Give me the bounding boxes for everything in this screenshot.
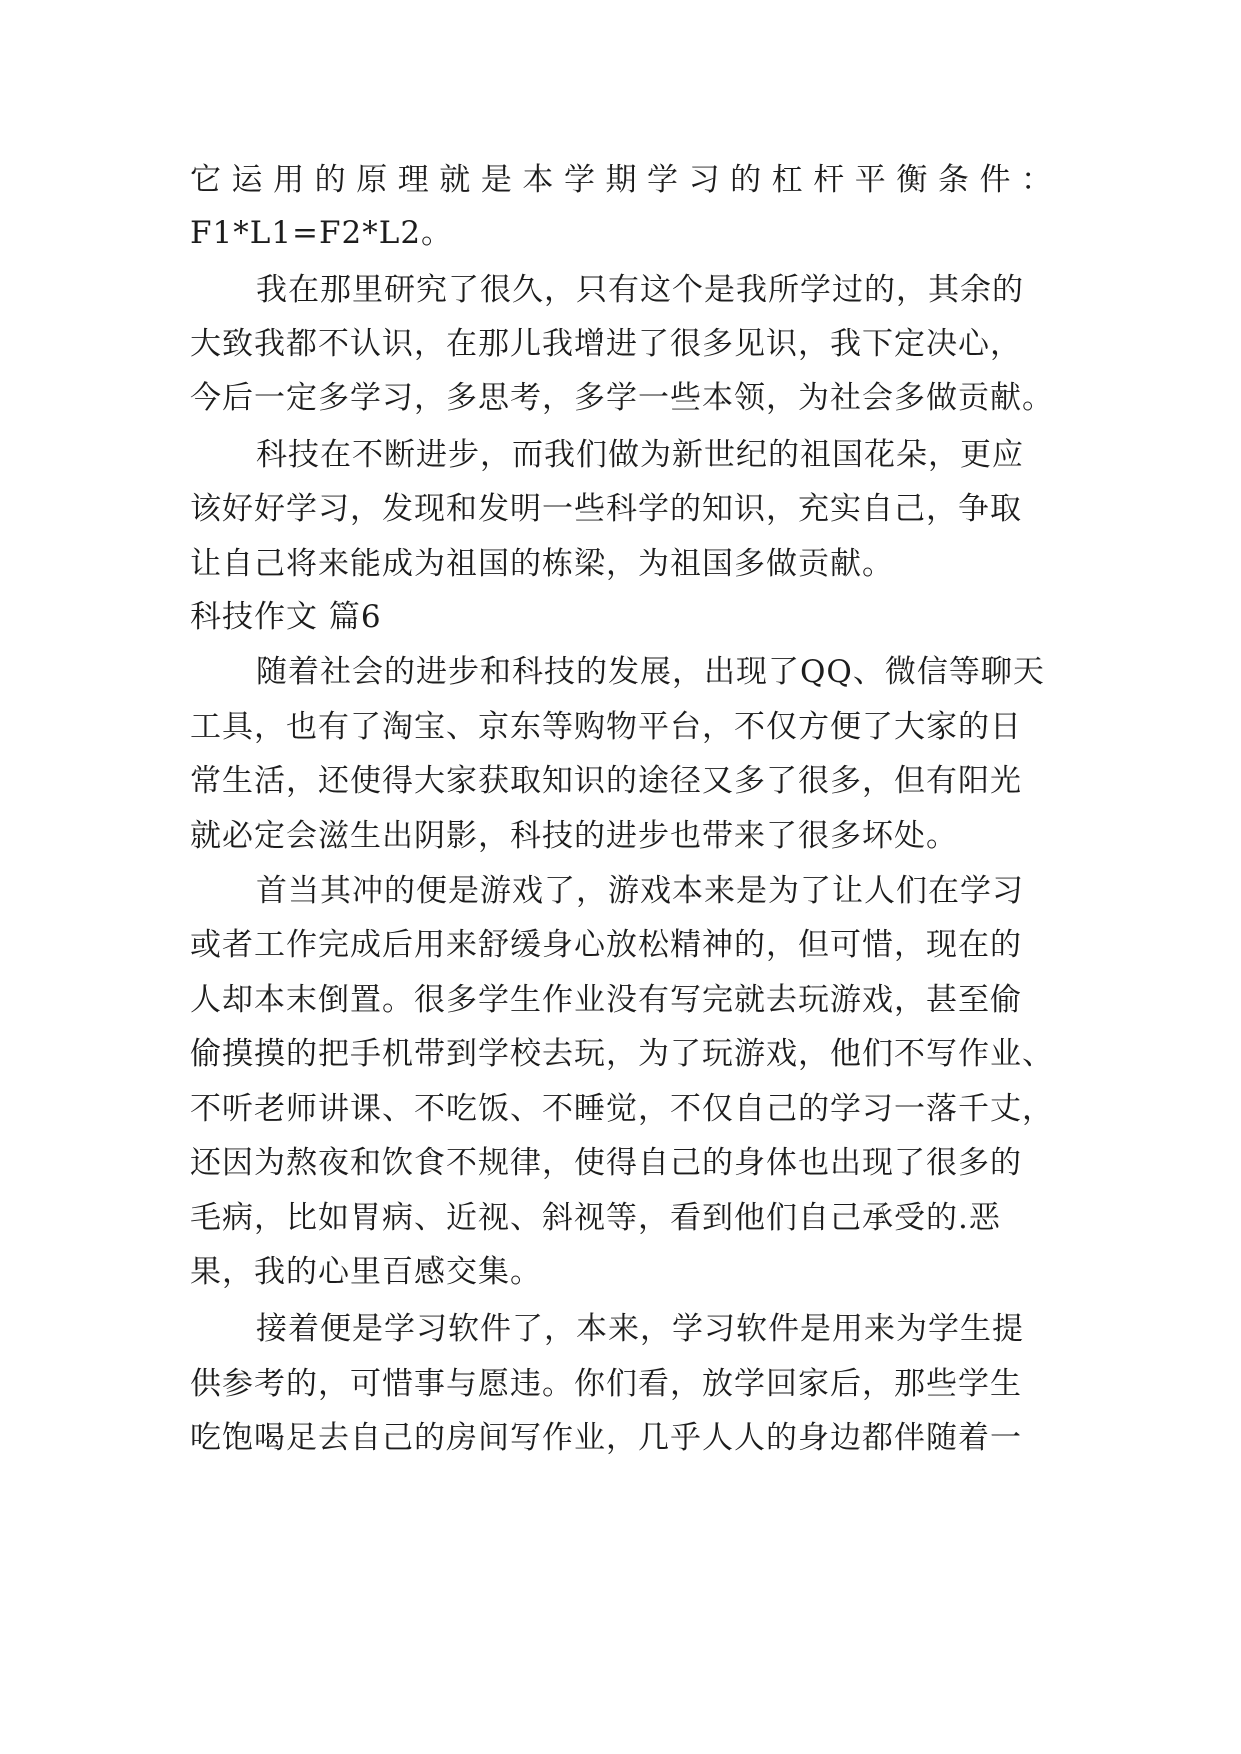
text-line: 还因为熬夜和饮食不规律，使得自己的身体也出现了很多的	[190, 1145, 1022, 1181]
paragraph-start-line: 接着便是学习软件了，本来，学习软件是用来为学生提	[256, 1311, 1024, 1347]
text-line: 偷摸摸的把手机带到学校去玩，为了玩游戏，他们不写作业、	[190, 1036, 1054, 1072]
text-line: 或者工作完成后用来舒缓身心放松精神的，但可惜，现在的	[190, 927, 1022, 963]
paragraph-start-line: 随着社会的进步和科技的发展，出现了QQ、微信等聊天	[256, 654, 1045, 690]
text-line: 常生活，还使得大家获取知识的途径又多了很多，但有阳光	[190, 763, 1022, 799]
section-heading: 科技作文 篇6	[190, 599, 382, 635]
text-line: F1*L1=F2*L2。	[190, 215, 454, 251]
text-line: 大致我都不认识，在那儿我增进了很多见识，我下定决心，	[190, 326, 1022, 362]
text-line: 让自己将来能成为祖国的栋梁，为祖国多做贡献。	[190, 546, 894, 582]
paragraph-start-line: 首当其冲的便是游戏了，游戏本来是为了让人们在学习	[256, 873, 1024, 909]
text-line: 供参考的，可惜事与愿违。你们看，放学回家后，那些学生	[190, 1366, 1022, 1402]
text-line: 工具，也有了淘宝、京东等购物平台，不仅方便了大家的日	[190, 709, 1022, 745]
text-line: 它运用的原理就是本学期学习的杠杆平衡条件：	[190, 162, 1052, 198]
text-line: 毛病，比如胃病、近视、斜视等，看到他们自己承受的.恶	[190, 1200, 1001, 1236]
text-line: 吃饱喝足去自己的房间写作业，几乎人人的身边都伴随着一	[190, 1420, 1022, 1456]
text-line: 今后一定多学习，多思考，多学一些本领，为社会多做贡献。	[190, 380, 1054, 416]
text-line: 果，我的心里百感交集。	[190, 1254, 542, 1290]
text-line: 就必定会滋生出阴影，科技的进步也带来了很多坏处。	[190, 818, 958, 854]
paragraph-start-line: 我在那里研究了很久，只有这个是我所学过的，其余的	[256, 272, 1024, 308]
text-line: 不听老师讲课、不吃饭、不睡觉，不仅自己的学习一落千丈，	[190, 1091, 1054, 1127]
text-line: 人却本末倒置。很多学生作业没有写完就去玩游戏，甚至偷	[190, 982, 1022, 1018]
paragraph-start-line: 科技在不断进步，而我们做为新世纪的祖国花朵，更应	[256, 437, 1024, 473]
text-line: 该好好学习，发现和发明一些科学的知识，充实自己，争取	[190, 491, 1022, 527]
